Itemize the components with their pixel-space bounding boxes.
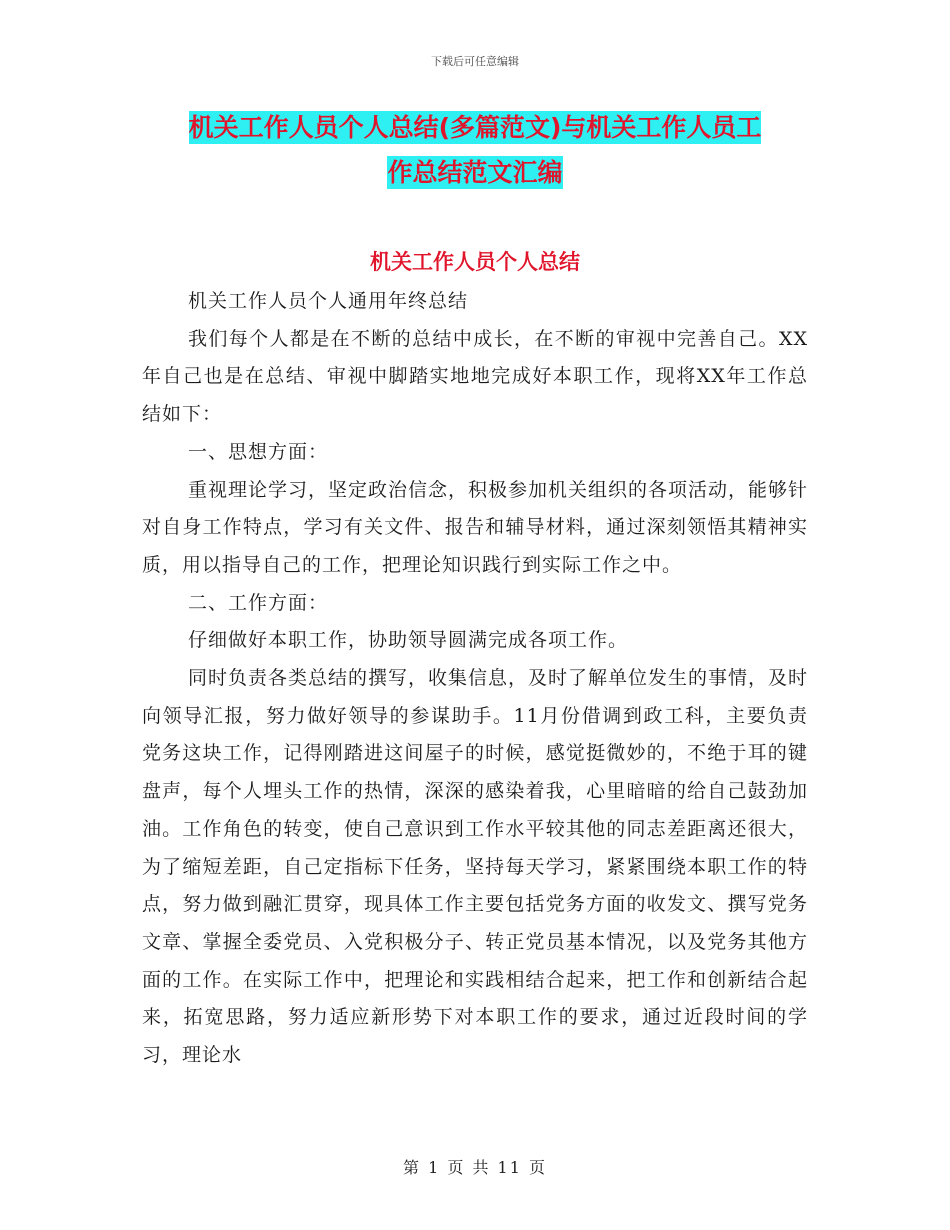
- document-title-line-2: [0, 155, 950, 191]
- paragraph-heading-work: 二、工作方面：: [188, 591, 329, 614]
- paragraph-heading-thought: 一、思想方面：: [188, 440, 329, 463]
- paragraph-intro: 我们每个人都是在不断的总结中成长，在不断的审视中完善自己。XX年自己也是在总结、审视中脚踏实地地完成好本职工作，现将XX年工作总结如下：: [142, 327, 808, 426]
- document-title-text-1: 机关工作人员个人总结(多篇范文)与机关工作人员工: [188, 113, 762, 142]
- document-title-text-2: 作总结范文汇编: [387, 158, 563, 187]
- section-heading: 机关工作人员个人总结: [370, 250, 580, 274]
- document-body: [142, 283, 808, 1075]
- paragraph-work-1: 仔细做好本职工作，协助领导圆满完成各项工作。: [188, 629, 629, 652]
- paragraph-subtitle: 机关工作人员个人通用年终总结: [188, 290, 469, 312]
- header-note: 下载后可任意编辑: [431, 55, 519, 68]
- paragraph-thought: 重视理论学习，坚定政治信念，积极参加机关组织的各项活动，能够针对自身工作特点，学习有关文件、报告和辅导材料，通过深刻领悟其精神实质，用以指导自己的工作，把理论知识践行到实际工作之中。: [142, 478, 809, 576]
- paragraph-work-2: 同时负责各类总结的撰写，收集信息，及时了解单位发生的事情，及时向领导汇报，努力做好领导的参谋助手。11月份借调到政工科，主要负责党务这块工作，记得刚踏进这间屋子的时候，感觉挺微妙的，不绝于耳的键盘声，每个人埋头工作的热情，深深的感染着我，心里暗暗的给自己鼓劲加油。工作角色的转变，使自己意识到工作水平较其他的同志差距离还很大，为了缩短差距，自己定指标下任务，坚持每天学习，紧紧围绕本职工作的特点，努力做到融汇贯穿，现具体工作主要包括党务方面的收发文、撰写党务文章、掌握全委党员、入党积极分子、转正党员基本情况，以及党务其他方面的工作。在实际工作中，把理论和实践相结合起来，把工作和创新结合起来，拓宽思路，努力适应新形势下对本职工作的要求，通过近段时间的学习，理论水: [142, 667, 809, 1067]
- document-title-line-1: [0, 110, 950, 146]
- page-number-footer: 第 1 页 共 11 页: [403, 1158, 547, 1177]
